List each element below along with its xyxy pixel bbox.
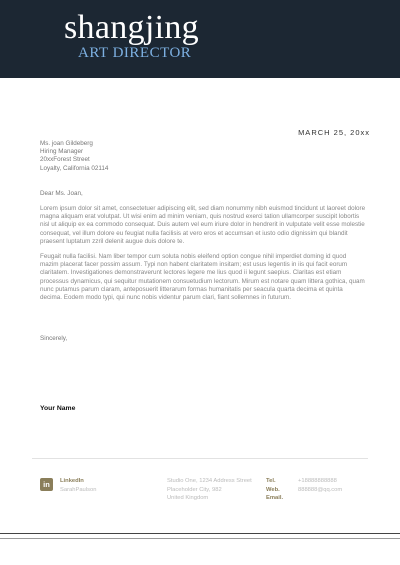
address-line: Studio One, 1234 Address Street (167, 478, 252, 484)
web-label: Web. (266, 486, 280, 493)
tel-value[interactable]: +18888888888 (298, 478, 337, 484)
address-line: Placeholder City, 982 (167, 486, 222, 493)
recipient-name: Ms. joan Gildeberg (40, 140, 93, 147)
linkedin-block (60, 477, 96, 494)
recipient-city: Loyalty, California 02114 (40, 164, 109, 172)
job-title: ART DIRECTOR (78, 45, 192, 61)
contact-values (298, 477, 342, 494)
closing: Sincerely, (40, 335, 68, 342)
salutation: Dear Ms. Joan, (40, 190, 83, 197)
linkedin-icon[interactable]: in (40, 478, 53, 491)
web-value[interactable]: 888888@qq.com (298, 486, 343, 493)
address-line: United Kingdom (167, 495, 209, 501)
tel-label: Tel. (266, 478, 276, 484)
recipient-block (40, 140, 108, 173)
signature-name: Your Name (40, 405, 76, 412)
footer-divider (32, 458, 368, 459)
bottom-rule (0, 533, 400, 534)
address-block (167, 477, 252, 503)
contact-labels (266, 477, 283, 503)
letter-date: MARCH 25, 20xx (298, 128, 370, 137)
body-paragraph: Lorem ipsum dolor sit amet, consectetuer adipiscing elit, sed diam nonummy nibh euismod tincidunt ut laoreet dolore magna aliquam erat volutpat. Ut wisi enim ad minim veniam, quis nostrud exerci tation ullamcorper suscipit lobortis nisl ut aliquip ex ea commodo consequat. Duis autem vel eum iriure dolor in hendrerit in vulputate velit esse molestie consequat, vel illum dolore eu feugiat nulla facilisis at vero eros et accumsan et iusto odio dignissim qui blandit praesent luptatum zzril delenit augue duis dolore te. (40, 205, 366, 245)
bottom-rule (0, 538, 400, 539)
linkedin-username[interactable]: SarahPaulson (60, 486, 97, 493)
body-paragraph: Feugait nulla facilisi. Nam liber tempor cum soluta nobis eleifend option congue nihil imperdiet doming id quod mazim placerat facer possim assum. Typi non habent claritatem insitam; est usus legentis in iis qui facit eorum claritatem. Investigationes demonstraverunt lectores legere me lius quod ii legunt saepius. Claritas est etiam processus dynamicus, qui sequitur mutationem consuetudium lectorum. Mirum est notare quam littera gothica, quam nunc putamus parum claram, anteposuerit litterarum formas humanitatis per seacula quarta decima et quinta decima. Eodem modo typi, qui nunc nobis videntur parum clari, fiant sollemnes in futurum. (40, 253, 365, 302)
recipient-role: Hiring Manager (40, 148, 84, 156)
linkedin-label: LinkedIn (60, 478, 84, 484)
recipient-street: 20xxForest Street (40, 156, 90, 164)
applicant-name: shangjing (64, 9, 199, 46)
header-banner (0, 0, 400, 78)
email-label: Email. (266, 495, 284, 501)
